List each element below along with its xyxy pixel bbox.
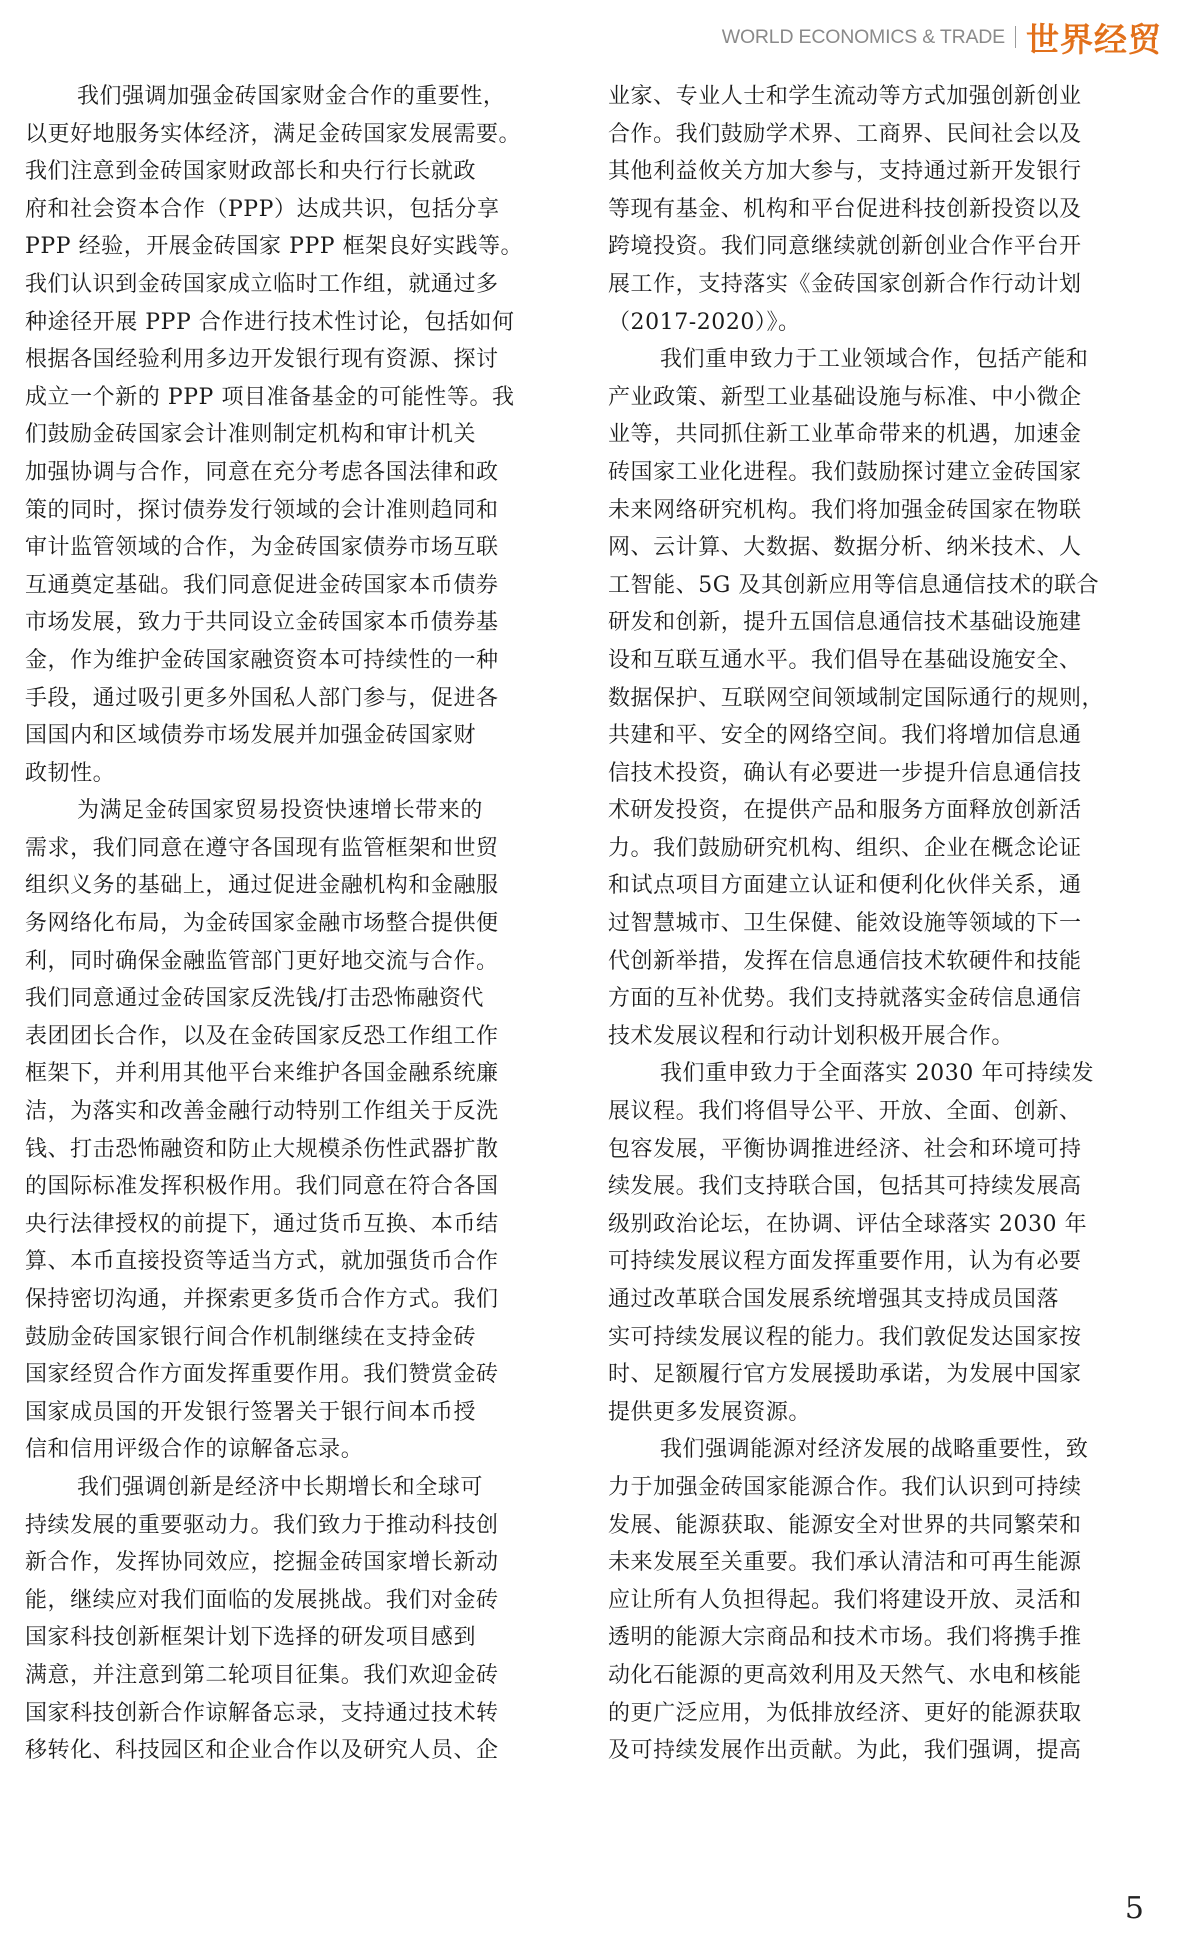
text-line: 发展、能源获取、能源安全对世界的共同繁荣和: [608, 1512, 1082, 1538]
text-line: 国家成员国的开发银行签署关于银行间本币授: [25, 1399, 477, 1425]
text-line: 我们同意通过金砖国家反洗钱/打击恐怖融资代: [25, 986, 484, 1012]
page-number: 5: [1124, 1891, 1144, 1926]
paragraph-first-line: 我们强调创新是经济中长期增长和全球可: [77, 1474, 483, 1500]
text-line: 满意，并注意到第二轮项目征集。我们欢迎金砖: [25, 1662, 499, 1688]
text-line: 未来发展至关重要。我们承认清洁和可再生能源: [608, 1550, 1082, 1576]
text-line: 等现有基金、机构和平台促进科技创新投资以及: [608, 196, 1082, 222]
text-line: 信和信用评级合作的谅解备忘录。: [25, 1437, 364, 1463]
text-line: 手段，通过吸引更多外国私人部门参与，促进各: [25, 685, 499, 711]
text-line: 洁，为落实和改善金融行动特别工作组关于反洗: [25, 1099, 499, 1125]
text-line: 府和社会资本合作（PPP）达成共识，包括分享: [25, 196, 500, 222]
text-line: 我们注意到金砖国家财政部长和央行行长就政: [25, 159, 477, 185]
right-column: [608, 78, 1153, 1770]
paragraph-first-line: 我们强调能源对经济发展的战略重要性，致: [660, 1437, 1089, 1463]
text-line: 利，同时确保金融监管部门更好地交流与合作。: [25, 948, 499, 974]
text-line: 可持续发展议程方面发挥重要作用，认为有必要: [608, 1249, 1082, 1275]
text-line: 金，作为维护金砖国家融资资本可持续性的一种: [25, 647, 499, 673]
text-line: 能，继续应对我们面临的发展挑战。我们对金砖: [25, 1587, 499, 1613]
header-divider: [1015, 26, 1016, 48]
text-line: 数据保护、互联网空间领域制定国际通行的规则，: [608, 685, 1105, 711]
text-line: 表团团长合作，以及在金砖国家反恐工作组工作: [25, 1023, 499, 1049]
text-line: 及可持续发展作出贡献。为此，我们强调，提高: [608, 1738, 1082, 1764]
text-line: 国家科技创新框架计划下选择的研发项目感到: [25, 1625, 477, 1651]
text-line: 包容发展，平衡协调推进经济、社会和环境可持: [608, 1136, 1082, 1162]
text-line: 新合作，发挥协同效应，挖掘金砖国家增长新动: [25, 1550, 499, 1576]
text-line: 加强协调与合作，同意在充分考虑各国法律和政: [25, 459, 499, 485]
text-line: 组织义务的基础上，通过促进金融机构和金融服: [25, 873, 499, 899]
text-line: 力。我们鼓励研究机构、组织、企业在概念论证: [608, 835, 1082, 861]
journal-title-chinese: 世界经贸: [1026, 19, 1162, 59]
text-line: 级别政治论坛，在协调、评估全球落实 2030 年: [608, 1211, 1088, 1237]
text-line: 以更好地服务实体经济，满足金砖国家发展需要。: [25, 121, 522, 147]
text-line: 我们认识到金砖国家成立临时工作组，就通过多: [25, 271, 499, 297]
text-line: 方面的互补优势。我们支持就落实金砖信息通信: [608, 986, 1082, 1012]
text-line: 国家经贸合作方面发挥重要作用。我们赞赏金砖: [25, 1362, 499, 1388]
text-line: 工智能、5G 及其创新应用等信息通信技术的联合: [608, 572, 1100, 598]
journal-header: [722, 16, 1162, 58]
text-line: 国家科技创新合作谅解备忘录，支持通过技术转: [25, 1700, 499, 1726]
text-line: 央行法律授权的前提下，通过货币互换、本币结: [25, 1211, 499, 1237]
text-line: 时、足额履行官方发展援助承诺，为发展中国家: [608, 1362, 1082, 1388]
text-line: 应让所有人负担得起。我们将建设开放、灵活和: [608, 1587, 1082, 1613]
text-line: 的国际标准发挥积极作用。我们同意在符合各国: [25, 1174, 499, 1200]
text-line: 策的同时，探讨债券发行领域的会计准则趋同和: [25, 497, 499, 523]
text-line: 持续发展的重要驱动力。我们致力于推动科技创: [25, 1512, 499, 1538]
text-line: 实可持续发展议程的能力。我们敦促发达国家按: [608, 1324, 1082, 1350]
text-line: 国国内和区域债券市场发展并加强金砖国家财: [25, 723, 477, 749]
text-line: 根据各国经验利用多边开发银行现有资源、探讨: [25, 347, 499, 373]
text-line: 保持密切沟通，并探索更多货币合作方式。我们: [25, 1287, 499, 1312]
text-line: 动化石能源的更高效利用及天然气、水电和核能: [608, 1662, 1082, 1688]
text-line: 通过改革联合国发展系统增强其支持成员国落: [608, 1287, 1060, 1312]
text-line: 展议程。我们将倡导公平、开放、全面、创新、: [608, 1099, 1082, 1125]
text-line: 们鼓励金砖国家会计准则制定机构和审计机关: [25, 422, 477, 448]
text-line: 鼓励金砖国家银行间合作机制继续在支持金砖: [25, 1324, 477, 1350]
text-line: 的更广泛应用，为低排放经济、更好的能源获取: [608, 1700, 1082, 1726]
text-line: 业等，共同抓住新工业革命带来的机遇，加速金: [608, 422, 1082, 448]
text-line: （2017-2020）》。: [608, 309, 801, 335]
text-line: 技术发展议程和行动计划积极开展合作。: [608, 1023, 1014, 1049]
text-line: 透明的能源大宗商品和技术市场。我们将携手推: [608, 1625, 1082, 1651]
left-column: [25, 78, 570, 1770]
paragraph-first-line: 我们重申致力于全面落实 2030 年可持续发: [660, 1061, 1095, 1087]
text-line: 网、云计算、大数据、数据分析、纳米技术、人: [608, 535, 1082, 561]
text-line: 续发展。我们支持联合国，包括其可持续发展高: [608, 1174, 1082, 1200]
text-line: 成立一个新的 PPP 项目准备基金的可能性等。我: [25, 384, 515, 410]
text-line: 审计监管领域的合作，为金砖国家债券市场互联: [25, 535, 499, 561]
paragraph-first-line: 我们重申致力于工业领域合作，包括产能和: [660, 347, 1089, 373]
text-line: 研发和创新，提升五国信息通信技术基础设施建: [608, 610, 1082, 636]
text-line: 业家、专业人士和学生流动等方式加强创新创业: [608, 84, 1082, 109]
text-line: 展工作，支持落实《金砖国家创新合作行动计划: [608, 271, 1082, 297]
text-line: 力于加强金砖国家能源合作。我们认识到可持续: [608, 1474, 1082, 1500]
text-line: 框架下，并利用其他平台来维护各国金融系统廉: [25, 1061, 499, 1087]
text-line: 提供更多发展资源。: [608, 1399, 811, 1425]
text-line: 信技术投资，确认有必要进一步提升信息通信技: [608, 760, 1082, 786]
text-line: 砖国家工业化进程。我们鼓励探讨建立金砖国家: [608, 459, 1082, 485]
text-line: 合作。我们鼓励学术界、工商界、民间社会以及: [608, 121, 1082, 147]
text-line: 务网络化布局，为金砖国家金融市场整合提供便: [25, 911, 499, 937]
text-line: 其他利益攸关方加大参与，支持通过新开发银行: [608, 159, 1082, 185]
text-line: 术研发投资，在提供产品和服务方面释放创新活: [608, 798, 1082, 824]
text-line: 未来网络研究机构。我们将加强金砖国家在物联: [608, 497, 1082, 523]
text-line: 和试点项目方面建立认证和便利化伙伴关系，通: [608, 873, 1082, 899]
text-line: PPP 经验，开展金砖国家 PPP 框架良好实践等。: [25, 234, 524, 260]
text-line: 共建和平、安全的网络空间。我们将增加信息通: [608, 723, 1082, 749]
text-line: 政韧性。: [25, 760, 116, 786]
text-line: 互通奠定基础。我们同意促进金砖国家本币债券: [25, 572, 499, 598]
text-line: 设和互联互通水平。我们倡导在基础设施安全、: [608, 647, 1082, 673]
text-line: 跨境投资。我们同意继续就创新创业合作平台开: [608, 234, 1082, 260]
journal-title-english: WORLD ECONOMICS & TRADE: [721, 25, 1005, 48]
text-line: 移转化、科技园区和企业合作以及研究人员、企: [25, 1738, 499, 1764]
text-line: 市场发展，致力于共同设立金砖国家本币债券基: [25, 610, 499, 636]
paragraph-first-line: 我们强调加强金砖国家财金合作的重要性，: [77, 84, 506, 109]
text-line: 产业政策、新型工业基础设施与标准、中小微企: [608, 384, 1082, 410]
text-line: 代创新举措，发挥在信息通信技术软硬件和技能: [608, 948, 1082, 974]
text-line: 钱、打击恐怖融资和防止大规模杀伤性武器扩散: [25, 1136, 499, 1162]
text-line: 过智慧城市、卫生保健、能效设施等领域的下一: [608, 911, 1082, 937]
text-line: 种途径开展 PPP 合作进行技术性讨论，包括如何: [25, 309, 515, 335]
text-line: 需求，我们同意在遵守各国现有监管框架和世贸: [25, 835, 499, 861]
paragraph-first-line: 为满足金砖国家贸易投资快速增长带来的: [77, 798, 483, 824]
text-line: 算、本币直接投资等适当方式，就加强货币合作: [25, 1249, 499, 1275]
